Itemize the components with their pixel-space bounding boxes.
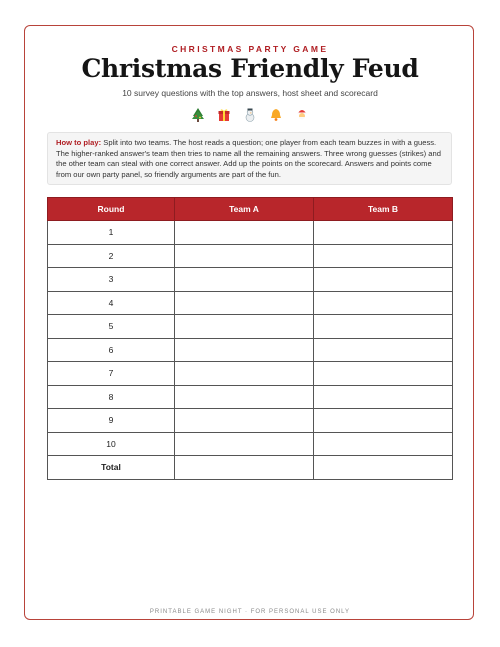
team-a-score-cell[interactable] [175,338,314,362]
round-number: 2 [48,244,175,268]
round-number: 8 [48,385,175,409]
round-number: 10 [48,432,175,456]
table-row [48,221,453,245]
icon-row [0,108,500,122]
column-header-team-a: Team A [175,198,314,221]
team-a-score-cell[interactable] [175,385,314,409]
round-number: 9 [48,409,175,433]
how-to-play-text: Split into two teams. The host reads a question; one player from each team buzzes in with a guess. The higher-ranked answer's team then tries to name all the remaining answers. Three wrong guesses (strikes) and the other team can steal with one correct answer. Add up the points on the scorecard. Answers and points come from our own party panel, so friendly arguments are part of the fun. [56,138,441,179]
team-b-score-cell[interactable] [314,291,453,315]
total-row [48,456,453,480]
team-a-total-cell[interactable] [175,456,314,480]
team-b-total-cell[interactable] [314,456,453,480]
page-subtitle: 10 survey questions with the top answers, host sheet and scorecard [122,88,378,98]
scorecard-table [47,197,453,480]
team-b-score-cell[interactable] [314,244,453,268]
team-a-score-cell[interactable] [175,268,314,292]
scorecard-header-row [48,198,453,221]
team-b-score-cell[interactable] [314,268,453,292]
bell-icon [270,108,282,122]
table-row [48,409,453,433]
team-b-score-cell[interactable] [314,432,453,456]
round-number: 7 [48,362,175,386]
table-row [48,244,453,268]
team-a-score-cell[interactable] [175,409,314,433]
table-row [48,338,453,362]
team-b-score-cell[interactable] [314,362,453,386]
round-number: 5 [48,315,175,339]
team-a-score-cell[interactable] [175,244,314,268]
santa-icon [296,108,308,122]
team-b-score-cell[interactable] [314,221,453,245]
round-number: 6 [48,338,175,362]
team-a-score-cell[interactable] [175,362,314,386]
gift-icon [218,108,230,122]
team-b-score-cell[interactable] [314,315,453,339]
team-a-score-cell[interactable] [175,315,314,339]
table-row [48,315,453,339]
how-to-play-label: How to play: [56,138,102,147]
table-row [48,385,453,409]
snowman-icon [244,108,256,122]
page-title: Christmas Friendly Feud [81,54,419,83]
table-row [48,432,453,456]
kicker: CHRISTMAS PARTY GAME [171,44,329,54]
table-row [48,291,453,315]
page-footer: PRINTABLE GAME NIGHT · FOR PERSONAL USE ONLY [149,609,351,615]
team-b-score-cell[interactable] [314,338,453,362]
team-a-score-cell[interactable] [175,291,314,315]
round-number: 4 [48,291,175,315]
tree-icon [192,108,204,122]
column-header-round: Round [48,198,175,221]
table-row [48,362,453,386]
column-header-team-b: Team B [314,198,453,221]
team-b-score-cell[interactable] [314,409,453,433]
team-a-score-cell[interactable] [175,221,314,245]
round-number: 3 [48,268,175,292]
round-number: 1 [48,221,175,245]
total-label: Total [48,456,175,480]
team-a-score-cell[interactable] [175,432,314,456]
table-row [48,268,453,292]
team-b-score-cell[interactable] [314,385,453,409]
how-to-play-box [47,132,452,185]
